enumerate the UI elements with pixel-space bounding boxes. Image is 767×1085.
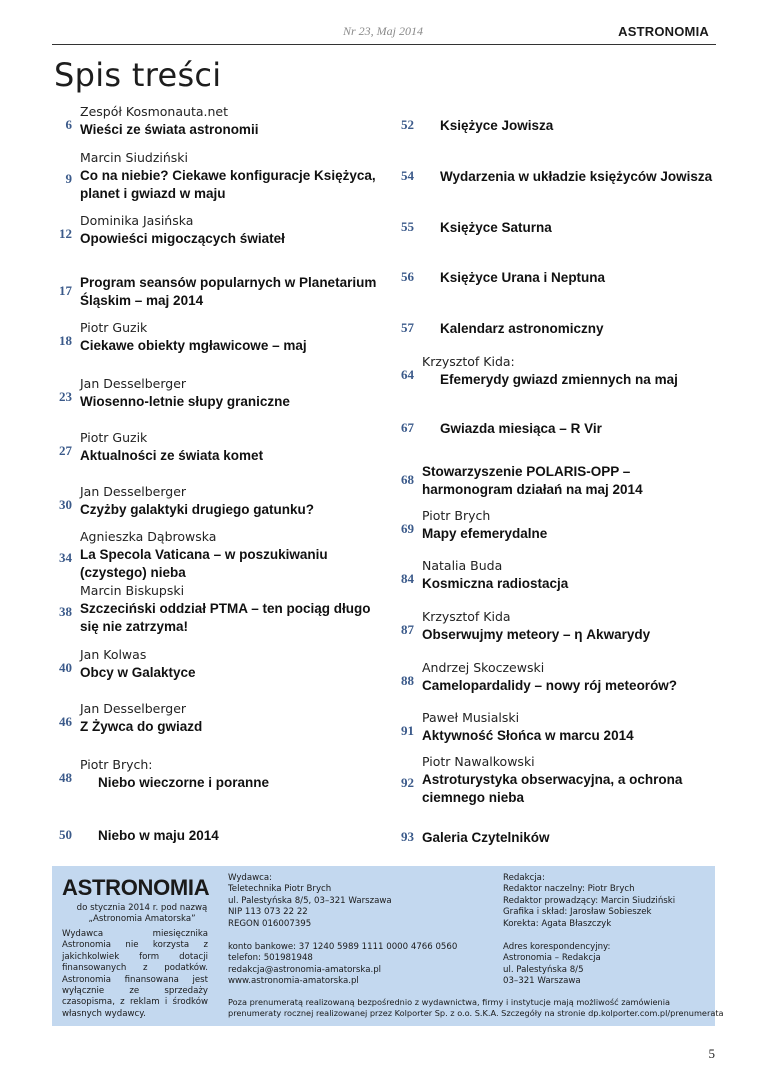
editorial-block [503, 873, 675, 930]
toc-title[interactable]: Stowarzyszenie POLARIS-OPP – [422, 464, 631, 479]
former-name-line: „Astronomia Amatorska” [88, 914, 196, 925]
toc-title[interactable]: Z Żywca do gwiazd [80, 719, 203, 734]
subscription-line: Poza prenumeratą realizowaną bezpośrednio z wydawnictwa, firmy i instytucje mają możliwość zamówienia [228, 997, 671, 1007]
toc-page-number: 88 [401, 672, 414, 688]
contact-block [228, 942, 457, 988]
toc-title[interactable]: Niebo wieczorne i poranne [98, 775, 270, 790]
editorial-line: Redaktor naczelny: Piotr Brych [503, 884, 635, 895]
toc-title[interactable]: Camelopardalidy – nowy rój meteorów? [422, 678, 678, 693]
toc-page-number: 84 [401, 570, 414, 586]
toc-page-number: 64 [401, 366, 414, 382]
colophon-box [52, 866, 724, 1026]
magazine-header-name: ASTRONOMIA [618, 24, 709, 39]
toc-author: Piotr Guzik [80, 430, 148, 445]
publisher-line: REGON 016007395 [228, 918, 312, 929]
toc-title[interactable]: Niebo w maju 2014 [98, 828, 219, 843]
toc-title[interactable]: planet i gwiazd w maju [80, 186, 226, 201]
toc-author: Zespół Kosmonauta.net [80, 104, 228, 119]
toc-page-number: 46 [59, 713, 72, 729]
toc-author: Piotr Guzik [80, 320, 148, 335]
publisher-block [228, 873, 392, 930]
toc-page-number: 67 [401, 420, 414, 435]
toc-title[interactable]: Program seansów popularnych w Planetarium [80, 275, 377, 290]
toc-page-number: 12 [59, 225, 72, 241]
editorial-line: Korekta: Agata Błaszczyk [503, 918, 612, 929]
toc-title[interactable]: Wieści ze świata astronomii [80, 122, 259, 137]
subscription-line: prenumeraty rocznej realizowanej przez Kolporter Sp. z o.o. S.K.A. Szczegóły na stronie dp.kolporter.com.pl/prenumerata [228, 1008, 724, 1019]
toc-page-number: 9 [65, 170, 72, 186]
toc-page-number: 87 [401, 621, 414, 637]
toc-title[interactable]: Obcy w Galaktyce [80, 665, 196, 680]
toc-author: Piotr Brych [422, 508, 491, 523]
toc-page-number: 18 [59, 332, 72, 348]
toc-page-number: 54 [401, 168, 414, 183]
toc-page-number: 40 [59, 659, 72, 675]
toc-page-number: 38 [59, 603, 72, 619]
toc-title[interactable]: Opowieści migoczących świateł [80, 231, 285, 246]
toc-page-number: 57 [401, 320, 414, 335]
toc-author: Krzysztof Kida [422, 609, 511, 624]
toc-page-number: 6 [65, 116, 72, 132]
page-title: Spis treści [54, 56, 222, 94]
toc-title[interactable]: Czyżby galaktyki drugiego gatunku? [80, 502, 315, 517]
toc-title[interactable]: się nie zatrzyma! [80, 619, 189, 634]
toc-title[interactable]: Księżyce Saturna [440, 220, 552, 235]
toc-author: Jan Desselberger [80, 701, 187, 716]
toc-author: Agnieszka Dąbrowska [80, 529, 217, 544]
editorial-line: Grafika i skład: Jarosław Sobieszek [503, 907, 652, 918]
toc-title[interactable]: Śląskim – maj 2014 [80, 293, 204, 308]
toc-title[interactable]: ciemnego nieba [422, 790, 525, 805]
toc-title[interactable]: Aktywność Słońca w marcu 2014 [422, 728, 634, 743]
toc-author: Natalia Buda [422, 558, 503, 573]
toc-author: Marcin Biskupski [80, 583, 185, 598]
toc-title[interactable]: Wiosenno-letnie słupy graniczne [80, 394, 290, 409]
toc-title[interactable]: Kalendarz astronomiczny [440, 321, 604, 336]
funding-note: Wydawca miesięcznika Astronomia nie korzysta z jakichkolwiek form dotacji finansowanych z podatków. Astronomia finansowana jest wyłącznie ze sprzedaży czasopisma, z reklam i środków własnych wydawcy. [62, 929, 208, 1019]
toc-title[interactable]: Ciekawe obiekty mgławicowe – maj [80, 338, 307, 353]
editorial-line: Redakcja: [503, 873, 545, 883]
toc-author: Dominika Jasińska [80, 213, 194, 228]
toc-title[interactable]: Co na niebie? Ciekawe konfiguracje Księżyca, [80, 168, 376, 183]
toc-page-number: 52 [401, 117, 414, 132]
publisher-line: Wydawca: [228, 873, 273, 883]
toc-author: Piotr Nawalkowski [422, 754, 535, 769]
toc-page-number: 56 [401, 269, 414, 284]
toc-page-number: 17 [59, 283, 72, 298]
toc-page-number: 48 [59, 769, 72, 785]
toc-author: Jan Kolwas [80, 647, 147, 662]
former-name-line: do stycznia 2014 r. pod nazwą [76, 903, 208, 913]
toc-title[interactable]: Szczeciński oddział PTMA – ten pociąg długo [80, 601, 371, 616]
toc-page-number: 50 [59, 827, 72, 842]
bank-account: konto bankowe: 37 1240 5989 1111 0000 4766 0560 [228, 942, 458, 952]
header-rule [52, 44, 716, 45]
address-line: Adres korespondencyjny: [503, 942, 611, 952]
toc-author: Jan Desselberger [80, 376, 187, 391]
address-line: Astronomia – Redakcja [503, 953, 601, 964]
page-number: 5 [708, 1046, 715, 1061]
toc-page-number: 34 [59, 549, 72, 565]
toc-title[interactable]: harmonogram działań na maj 2014 [422, 482, 643, 497]
toc-title[interactable]: Mapy efemerydalne [422, 526, 548, 541]
toc-title[interactable]: Efemerydy gwiazd zmiennych na maj [440, 372, 678, 387]
address-block [503, 942, 610, 988]
address-line: ul. Palestyńska 8/5 [503, 964, 584, 975]
toc-page-number: 68 [401, 472, 414, 487]
publisher-line: NIP 113 073 22 22 [228, 907, 308, 918]
toc-page-number: 69 [401, 520, 414, 536]
toc-author: Marcin Siudziński [80, 150, 188, 165]
toc-title[interactable]: Galeria Czytelników [422, 830, 550, 845]
phone: telefon: 501981948 [228, 953, 313, 964]
email-link[interactable]: redakcja@astronomia-amatorska.pl [228, 964, 382, 975]
issue-label: Nr 23, Maj 2014 [343, 24, 424, 38]
colophon-magazine-name: ASTRONOMIA [62, 875, 210, 900]
toc-page-number: 91 [401, 722, 414, 738]
toc-author: Jan Desselberger [80, 484, 187, 499]
toc-page-number: 27 [59, 442, 72, 458]
address-line: 03–321 Warszawa [503, 976, 581, 987]
former-name-note [72, 903, 212, 926]
toc-title[interactable]: Księżyce Urana i Neptuna [440, 270, 606, 285]
toc-title[interactable]: Astroturystyka obserwacyjna, a ochrona [422, 772, 683, 787]
toc-title[interactable]: (czystego) nieba [80, 565, 186, 580]
toc-title[interactable]: Księżyce Jowisza [440, 118, 554, 133]
toc-page-number: 23 [59, 388, 72, 404]
toc-title[interactable]: Wydarzenia w układzie księżyców Jowisza [440, 169, 713, 184]
toc-author: Krzysztof Kida: [422, 354, 515, 369]
toc-title[interactable]: Aktualności ze świata komet [80, 448, 264, 463]
editorial-line: Redaktor prowadzący: Marcin Siudziński [503, 895, 676, 906]
toc-author: Paweł Musialski [422, 710, 520, 725]
publisher-line: ul. Palestyńska 8/5, 03–321 Warszawa [228, 895, 392, 906]
toc-title[interactable]: La Specola Vaticana – w poszukiwaniu [80, 547, 328, 562]
toc-title[interactable]: Obserwujmy meteory – η Akwarydy [422, 627, 651, 642]
toc-title[interactable]: Gwiazda miesiąca – R Vir [440, 421, 602, 436]
toc-page-number: 55 [401, 219, 414, 234]
toc-author: Piotr Brych: [80, 757, 153, 772]
toc-page-number: 30 [59, 496, 72, 512]
toc-author: Andrzej Skoczewski [422, 660, 545, 675]
website-link[interactable]: www.astronomia-amatorska.pl [228, 976, 359, 987]
toc-page-number: 93 [401, 829, 414, 844]
toc-title[interactable]: Kosmiczna radiostacja [422, 576, 569, 591]
subscription-note [228, 997, 724, 1020]
toc-page-number: 92 [401, 774, 414, 790]
publisher-line: Teletechnika Piotr Brych [228, 884, 332, 895]
